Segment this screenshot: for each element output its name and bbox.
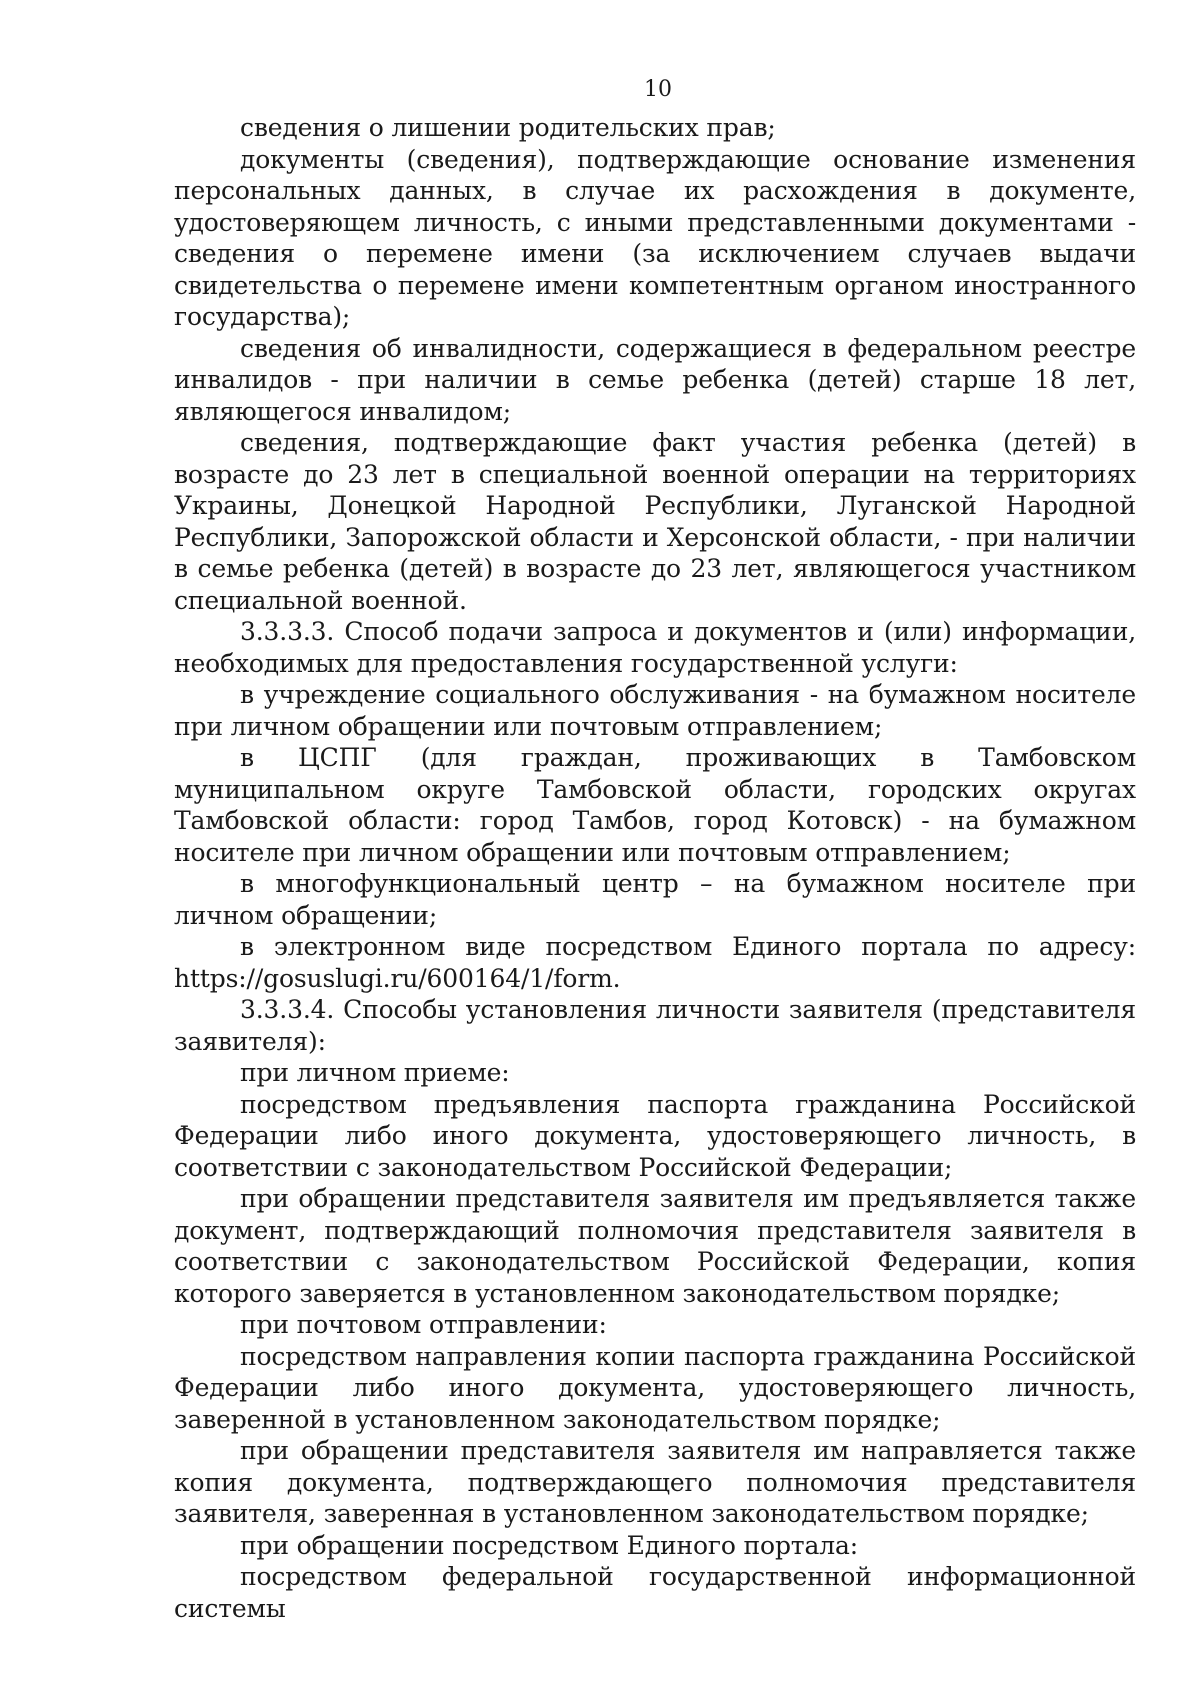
paragraph-portal-application: при обращении посредством Единого портала:	[240, 1530, 858, 1560]
paragraph-postal-sending: при почтовом отправлении:	[240, 1310, 607, 1339]
paragraph-parental-rights: сведения о лишении родительских прав;	[240, 113, 776, 142]
paragraph-cspg: в ЦСПГ (для граждан, проживающих в Тамбовском муниципальном округе Тамбовской области, городских округах Тамбовской области: город Тамбов, город Котовск) - на бумажном носителе при личном обращении или почтовым отправлением;	[174, 743, 1136, 867]
paragraph-representative-copy: при обращении представителя заявителя им направляется также копия документа, подтверждающего полномочия представителя заявителя, заверенная в установленном законодательством порядке;	[174, 1436, 1136, 1528]
paragraph-electronic-portal: в электронном виде посредством Единого портала по адресу: https://gosuslugi.ru/600164/1/form.	[174, 932, 1136, 993]
paragraph-federal-system: посредством федеральной государственной информационной системы	[174, 1562, 1136, 1623]
paragraph-military-operation-info: сведения, подтверждающие факт участия ребенка (детей) в возрасте до 23 лет в специальной военной операции на территориях Украины, Донецкой Народной Республики, Луганской Народной Республики, Запорожской области и Херсонской области, - при наличии в семье ребенка (детей) в возрасте до 23 лет, являющегося участником специальной военной.	[174, 428, 1136, 615]
paragraph-representative-presentation: при обращении представителя заявителя им предъявляется также документ, подтверждающий полномочия представителя заявителя в соответствии с законодательством Российской Федерации, копия которого заверяется в установленном законодательством порядке;	[174, 1184, 1136, 1308]
paragraph-name-change-documents: документы (сведения), подтверждающие основание изменения персональных данных, в случае их расхождения в документе, удостоверяющем личность, с иными представленными документами - сведения о перемене имени (за исключением случаев выдачи свидетельства о перемене имени компетентным органом иностранного государства);	[174, 144, 1136, 331]
paragraph-passport-copy: посредством направления копии паспорта гражданина Российской Федерации либо иного документа, удостоверяющего личность, заверенной в установленном законодательством порядке;	[174, 1341, 1136, 1434]
paragraph-passport-presentation: посредством предъявления паспорта гражданина Российской Федерации либо иного документа, удостоверяющего личность, в соответствии с законодательством Российской Федерации;	[174, 1089, 1136, 1182]
paragraph-social-service-institution: в учреждение социального обслуживания - на бумажном носителе при личном обращении или почтовым отправлением;	[174, 680, 1136, 741]
paragraph-personal-reception: при личном приеме:	[240, 1058, 510, 1087]
page-number: 10	[644, 77, 672, 102]
document-body	[174, 112, 1136, 1624]
paragraph-section-3-3-3-3: 3.3.3.3. Способ подачи запроса и документов и (или) информации, необходимых для предоставления государственной услуги:	[174, 617, 1136, 678]
paragraph-section-3-3-3-4: 3.3.3.4. Способы установления личности заявителя (представителя заявителя):	[174, 995, 1136, 1056]
paragraph-disability-info: сведения об инвалидности, содержащиеся в федеральном реестре инвалидов - при наличии в семье ребенка (детей) старше 18 лет, являющегося инвалидом;	[174, 333, 1136, 426]
paragraph-multifunctional-center: в многофункциональный центр – на бумажном носителе при личном обращении;	[174, 869, 1136, 930]
